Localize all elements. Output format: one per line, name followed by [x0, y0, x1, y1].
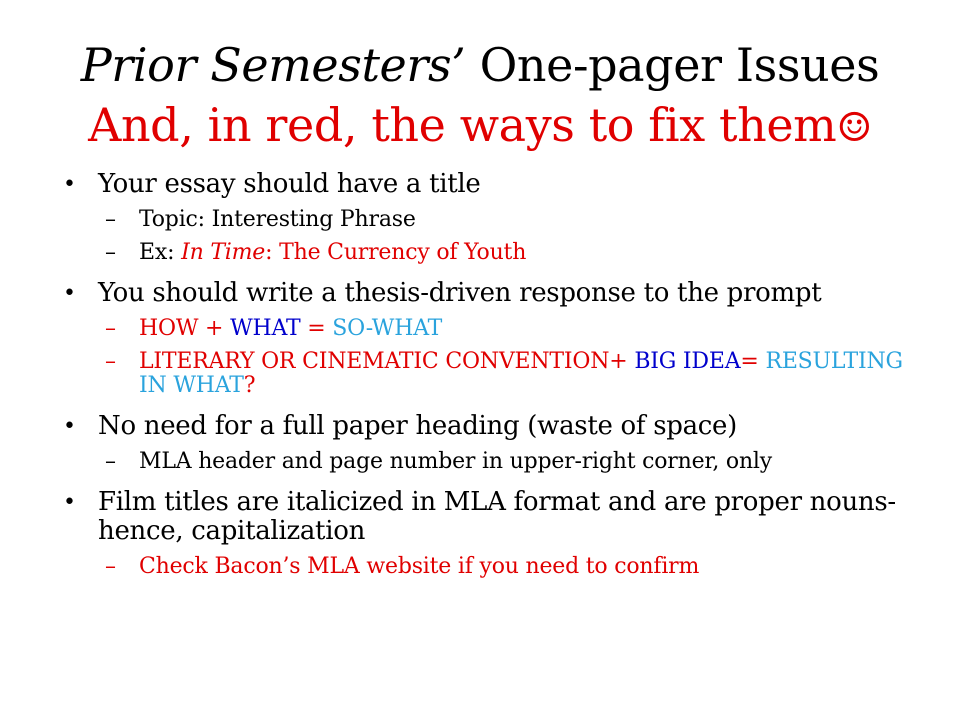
sub-item — [60, 555, 920, 579]
dash-icon: – — [105, 449, 116, 474]
bullet-item — [60, 412, 920, 441]
sub-item — [60, 317, 920, 341]
bullet-item — [60, 488, 920, 546]
slide-subtitle — [0, 96, 960, 157]
bullet-list — [60, 170, 920, 579]
bullet-item — [60, 170, 920, 199]
result-text: RESULTING IN WHAT — [139, 349, 903, 398]
question-mark: ? — [243, 373, 256, 398]
example-prefix: Ex: — [139, 240, 182, 265]
dash-icon: – — [105, 554, 116, 579]
big-idea-text: BIG IDEA — [634, 349, 741, 374]
dash-icon: – — [105, 349, 116, 374]
slide-title — [0, 36, 960, 94]
bullet-item — [60, 279, 920, 308]
sub-item — [60, 208, 920, 232]
sub-item — [60, 350, 920, 398]
equals-text: = — [300, 316, 333, 341]
dash-icon: – — [105, 316, 116, 341]
bullet-icon: • — [63, 490, 76, 515]
bullet-icon: • — [63, 172, 76, 197]
so-what-text: SO-WHAT — [332, 316, 443, 341]
example-suffix: : The Currency of Youth — [265, 240, 527, 265]
subtitle-text: And, in red, the ways to fix them — [88, 98, 837, 152]
bullet-icon: • — [63, 281, 76, 306]
sub-item-text: Topic: Interesting Phrase — [139, 207, 416, 232]
bullet-text: Film titles are italicized in MLA format and are proper nouns- hence, capitalization — [98, 487, 896, 546]
title-rest: One-pager Issues — [465, 38, 880, 92]
dash-icon: – — [105, 207, 116, 232]
sub-item-text: Check Bacon’s MLA website if you need to confirm — [139, 554, 700, 579]
what-text: WHAT — [230, 316, 301, 341]
dash-icon: – — [105, 240, 116, 265]
sub-item-text: MLA header and page number in upper-right corner, only — [139, 449, 772, 474]
bullet-icon: • — [63, 414, 76, 439]
bullet-text: Your essay should have a title — [98, 169, 481, 199]
sub-item — [60, 450, 920, 474]
equals-text: = — [740, 349, 766, 374]
film-title: In Time — [181, 240, 266, 265]
how-text: HOW + — [139, 316, 231, 341]
bullet-text: No need for a full paper heading (waste of space) — [98, 411, 737, 441]
sub-item — [60, 241, 920, 265]
smiley-icon: ☺ — [836, 105, 872, 151]
title-italic-part: Prior Semesters’ — [80, 38, 466, 92]
bullet-text: You should write a thesis-driven response to the prompt — [98, 278, 822, 308]
convention-text: LITERARY OR CINEMATIC CONVENTION+ — [139, 349, 635, 374]
